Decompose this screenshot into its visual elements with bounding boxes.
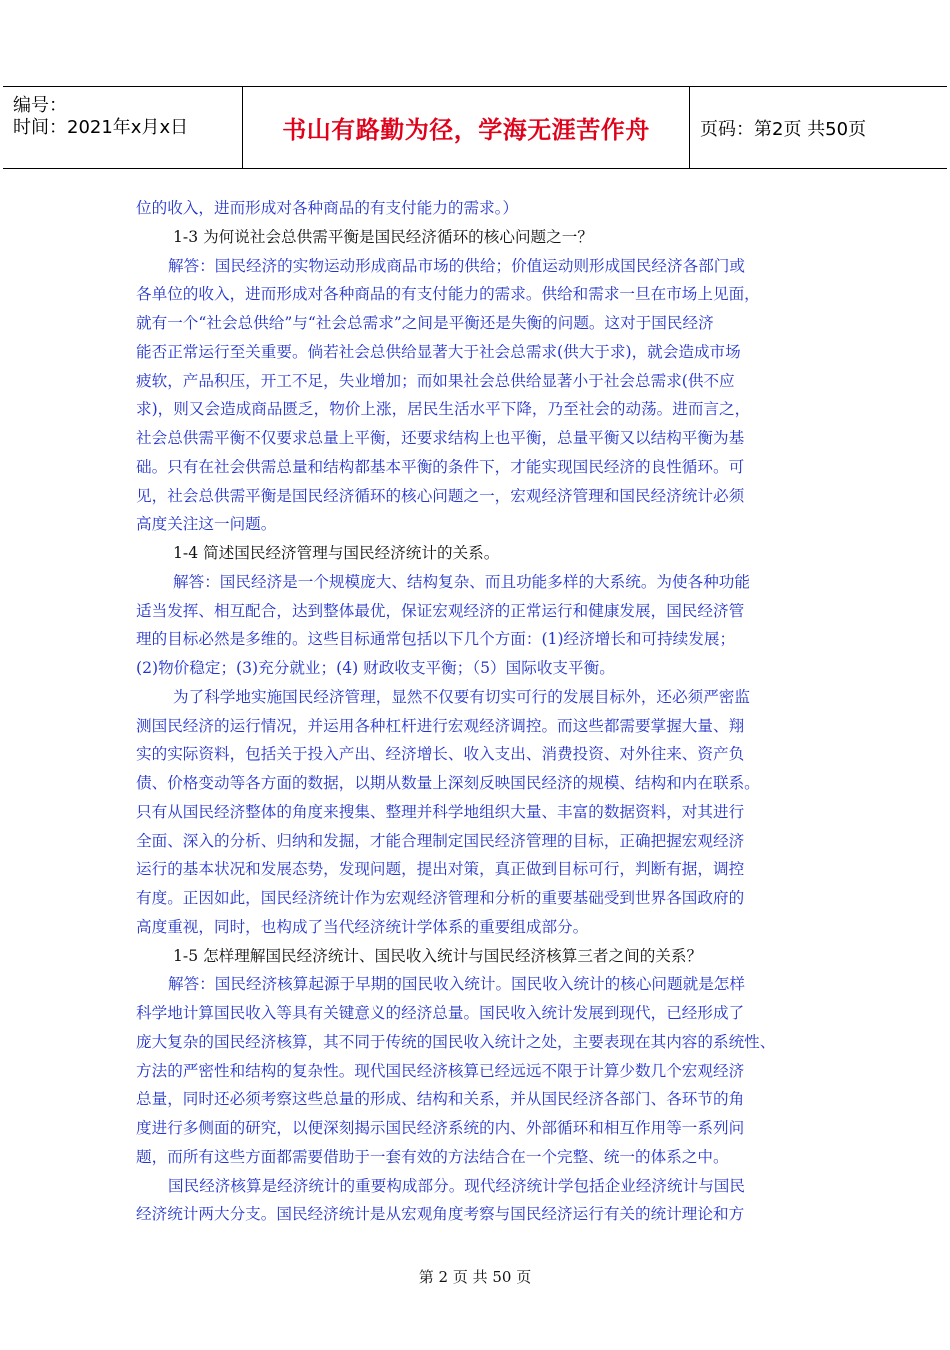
- body-text-line: 适当发挥、相互配合，达到整体最优，保证宏观经济的正常运行和健康发展，国民经济管: [136, 601, 745, 620]
- body-text-line: 各单位的收入，进而形成对各种商品的有支付能力的需求。供给和需求一旦在市场上见面，: [136, 285, 760, 304]
- body-text-line: 为了科学地实施国民经济管理，显然不仅要有切实可行的发展目标外，还必须严密监: [173, 687, 750, 706]
- header-motto: 书山有路勤为径，学海无涯苦作舟: [282, 116, 650, 144]
- header-meta-cell: [3, 87, 243, 168]
- body-text-line: 总量，同时还必须考察这些总量的形成、结构和关系，并从国民经济各部门、各环节的角: [136, 1090, 745, 1109]
- body-text-line: 题，而所有这些方面都需要借助于一套有效的方法结合在一个完整、统一的体系之中。: [136, 1147, 729, 1166]
- body-text-line: 度进行多侧面的研究，以便深刻揭示国民经济系统的内、外部循环和相互作用等一系列问: [136, 1119, 745, 1137]
- body-text-line: 解答：国民经济是一个规模庞大、结构复杂、而且功能多样的大系统。为使各种功能: [173, 572, 750, 591]
- body-text-line: 解答：国民经济核算起源于早期的国民收入统计。国民收入统计的核心问题就是怎样: [168, 975, 745, 994]
- body-text-line: 位的收入，进而形成对各种商品的有支付能力的需求。）: [136, 199, 519, 217]
- header-page-cell: [690, 87, 947, 168]
- body-text-line: 测国民经济的运行情况，并运用各种杠杆进行宏观经济调控。而这些都需要掌握大量、翔: [136, 716, 745, 735]
- body-text-line: (2)物价稳定；(3)充分就业；(4) 财政收支平衡；（5）国际收支平衡。: [136, 659, 615, 677]
- body-text-line: 方法的严密性和结构的复杂性。现代国民经济核算已经远远不限于计算少数几个宏观经济: [136, 1061, 745, 1080]
- document-number-label: 编号：: [13, 95, 67, 116]
- body-text-line: 有度。正因如此，国民经济统计作为宏观经济管理和分析的重要基础受到世界各国政府的: [136, 889, 745, 907]
- body-text-line: 实的实际资料，包括关于投入产出、经济增长、收入支出、消费投资、对外往来、资产负: [136, 745, 745, 764]
- body-text-line: 高度重视，同时，也构成了当代经济统计学体系的重要组成部分。: [136, 917, 589, 936]
- document-time: 时间：2021年x月x日: [13, 117, 189, 138]
- body-text-line: 能否正常运行至关重要。倘若社会总供给显著大于社会总需求(供大于求)，就会造成市场: [136, 342, 741, 361]
- body-text-line: 运行的基本状况和发展态势，发现问题，提出对策，真正做到目标可行，判断有据，调控: [136, 860, 745, 879]
- body-text-line: 科学地计算国民收入等具有关键意义的经济总量。国民收入统计发展到现代，已经形成了: [136, 1004, 745, 1022]
- body-text-line: 解答：国民经济的实物运动形成商品市场的供给；价值运动则形成国民经济各部门或: [168, 256, 745, 275]
- body-text-line: 全面、深入的分析、归纳和发掘，才能合理制定国民经济管理的目标，正确把握宏观经济: [136, 831, 745, 850]
- body-text-line: 就有一个“社会总供给”与“社会总需求”之间是平衡还是失衡的问题。这对于国民经济: [136, 314, 714, 332]
- body-text-line: 见，社会总供需平衡是国民经济循环的核心问题之一，宏观经济管理和国民经济统计必须: [136, 486, 745, 505]
- question-line: 1-4 简述国民经济管理与国民经济统计的关系。: [173, 544, 500, 562]
- body-text-line: 高度关注这一问题。: [136, 515, 277, 534]
- body-text-line: 庞大复杂的国民经济核算，其不同于传统的国民收入统计之处，主要表现在其内容的系统性、: [136, 1032, 776, 1051]
- body-text-line: 理的目标必然是多维的。这些目标通常包括以下几个方面：(1)经济增长和可持续发展；: [136, 630, 736, 649]
- body-text-line: 求)，则又会造成商品匮乏，物价上涨，居民生活水平下降，乃至社会的动荡。进而言之，: [136, 400, 751, 419]
- body-text-line: 经济统计两大分支。国民经济统计是从宏观角度考察与国民经济运行有关的统计理论和方: [136, 1205, 745, 1224]
- question-line: 1-3 为何说社会总供需平衡是国民经济循环的核心问题之一？: [173, 227, 593, 246]
- header-motto-cell: [243, 87, 690, 168]
- body-text-line: 只有从国民经济整体的角度来搜集、整理并科学地组织大量、丰富的数据资料，对其进行: [136, 802, 745, 821]
- header-page-code: 页码：第2页 共50页: [700, 118, 867, 140]
- body-text-line: 国民经济核算是经济统计的重要构成部分。现代经济统计学包括企业经济统计与国民: [168, 1176, 745, 1195]
- page-footer: 第 2 页 共 50 页: [418, 1268, 532, 1286]
- body-text-line: 疲软，产品积压，开工不足，失业增加；而如果社会总供给显著小于社会总需求(供不应: [136, 371, 735, 390]
- question-line: 1-5 怎样理解国民经济统计、国民收入统计与国民经济核算三者之间的关系？: [173, 946, 703, 965]
- body-text-line: 础。只有在社会供需总量和结构都基本平衡的条件下，才能实现国民经济的良性循环。可: [136, 457, 745, 476]
- body-text-line: 债、价格变动等各方面的数据，以期从数量上深刻反映国民经济的规模、结构和内在联系。: [136, 774, 760, 792]
- page-header: [3, 86, 947, 169]
- body-text-line: 社会总供需平衡不仅要求总量上平衡，还要求结构上也平衡，总量平衡又以结构平衡为基: [136, 429, 745, 447]
